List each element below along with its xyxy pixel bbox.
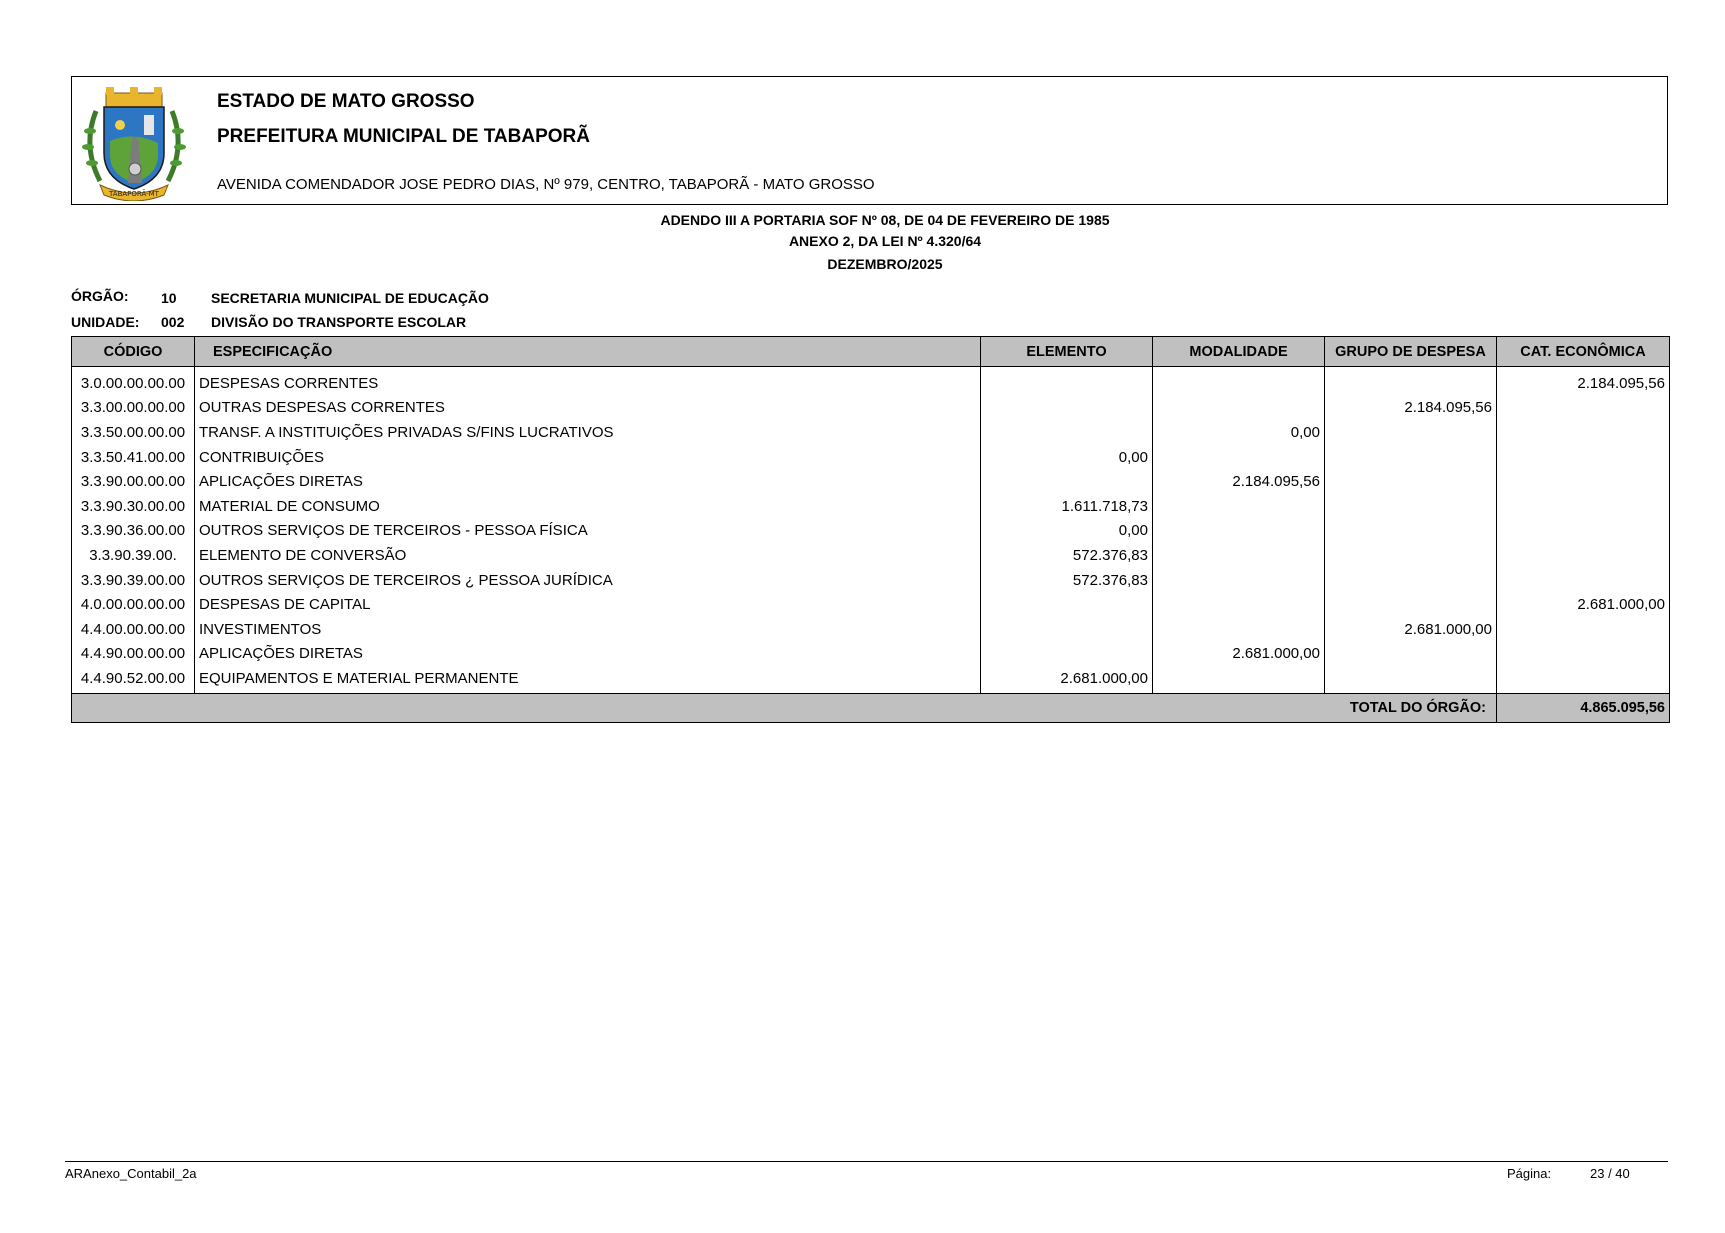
- row-modalidade: [1153, 519, 1325, 544]
- report-name: ARAnexo_Contabil_2a: [65, 1166, 197, 1181]
- total-label: TOTAL DO ÓRGÃO:: [72, 693, 1497, 722]
- row-grupo: 2.681.000,00: [1325, 617, 1497, 642]
- row-code: 3.3.90.39.00.: [72, 543, 195, 568]
- unidade-name: DIVISÃO DO TRANSPORTE ESCOLAR: [211, 314, 467, 330]
- table-row: [72, 568, 1670, 593]
- row-cat: [1497, 642, 1670, 667]
- row-modalidade: [1153, 367, 1325, 396]
- subtitle-line-2: ANEXO 2, DA LEI Nº 4.320/64: [788, 233, 982, 249]
- row-grupo: [1325, 469, 1497, 494]
- row-grupo: [1325, 642, 1497, 667]
- row-spec: CONTRIBUIÇÕES: [195, 445, 981, 470]
- row-cat: 2.681.000,00: [1497, 592, 1670, 617]
- row-elemento: [981, 420, 1153, 445]
- row-elemento: 1.611.718,73: [981, 494, 1153, 519]
- row-code: 3.3.90.39.00.00: [72, 568, 195, 593]
- row-code: 3.3.90.00.00.00: [72, 469, 195, 494]
- row-modalidade: 2.681.000,00: [1153, 642, 1325, 667]
- header-modalidade: MODALIDADE: [1153, 337, 1325, 367]
- row-spec: EQUIPAMENTOS E MATERIAL PERMANENTE: [195, 666, 981, 693]
- row-grupo: [1325, 420, 1497, 445]
- row-modalidade: [1153, 494, 1325, 519]
- row-spec: DESPESAS CORRENTES: [195, 367, 981, 396]
- table-row: [72, 396, 1670, 421]
- row-spec: APLICAÇÕES DIRETAS: [195, 642, 981, 667]
- table-row: [72, 469, 1670, 494]
- row-modalidade: 0,00: [1153, 420, 1325, 445]
- row-cat: [1497, 666, 1670, 693]
- row-grupo: [1325, 543, 1497, 568]
- page-label: Página:: [1507, 1166, 1552, 1181]
- row-elemento: [981, 592, 1153, 617]
- unidade-label: UNIDADE:: [71, 314, 140, 330]
- header-grupo-despesa: GRUPO DE DESPESA: [1325, 337, 1497, 367]
- table-row: [72, 519, 1670, 544]
- row-cat: [1497, 494, 1670, 519]
- row-grupo: [1325, 494, 1497, 519]
- row-code: 4.4.00.00.00.00: [72, 617, 195, 642]
- unidade-code: 002: [161, 314, 185, 330]
- row-spec: ELEMENTO DE CONVERSÃO: [195, 543, 981, 568]
- table-header-row: [72, 337, 1670, 367]
- row-modalidade: 2.184.095,56: [1153, 469, 1325, 494]
- row-cat: [1497, 445, 1670, 470]
- row-spec: APLICAÇÕES DIRETAS: [195, 469, 981, 494]
- svg-text:TABAPORÃ-MT: TABAPORÃ-MT: [109, 190, 159, 198]
- row-elemento: 572.376,83: [981, 543, 1153, 568]
- row-cat: [1497, 568, 1670, 593]
- row-modalidade: [1153, 617, 1325, 642]
- row-elemento: 0,00: [981, 445, 1153, 470]
- row-spec: OUTRAS DESPESAS CORRENTES: [195, 396, 981, 421]
- row-code: 3.3.50.00.00.00: [72, 420, 195, 445]
- row-modalidade: [1153, 666, 1325, 693]
- table-row: [72, 666, 1670, 693]
- orgao-name: SECRETARIA MUNICIPAL DE EDUCAÇÃO: [211, 290, 489, 306]
- row-spec: OUTROS SERVIÇOS DE TERCEIROS - PESSOA FÍSICA: [195, 519, 981, 544]
- row-spec: TRANSF. A INSTITUIÇÕES PRIVADAS S/FINS LUCRATIVOS: [195, 420, 981, 445]
- row-spec: INVESTIMENTOS: [195, 617, 981, 642]
- expense-table: [71, 336, 1670, 723]
- total-value: 4.865.095,56: [1497, 693, 1670, 722]
- row-elemento: 2.681.000,00: [981, 666, 1153, 693]
- state-title: ESTADO DE MATO GROSSO: [217, 91, 475, 112]
- row-grupo: [1325, 445, 1497, 470]
- row-elemento: 0,00: [981, 519, 1153, 544]
- footer-divider: [65, 1161, 1668, 1162]
- subtitle-line-1: ADENDO III A PORTARIA SOF Nº 08, DE 04 DE FEVEREIRO DE 1985: [660, 212, 1110, 228]
- header-cat-economica: CAT. ECONÔMICA: [1497, 337, 1670, 367]
- page-number: 23 / 40: [1590, 1166, 1630, 1181]
- table-row: [72, 543, 1670, 568]
- row-code: 4.4.90.52.00.00: [72, 666, 195, 693]
- table-row: [72, 642, 1670, 667]
- row-cat: [1497, 396, 1670, 421]
- total-row: [72, 693, 1670, 722]
- table-row: [72, 617, 1670, 642]
- row-cat: 2.184.095,56: [1497, 367, 1670, 396]
- row-grupo: [1325, 666, 1497, 693]
- orgao-code: 10: [161, 290, 177, 306]
- row-spec: DESPESAS DE CAPITAL: [195, 592, 981, 617]
- row-spec: OUTROS SERVIÇOS DE TERCEIROS ¿ PESSOA JURÍDICA: [195, 568, 981, 593]
- row-code: 4.4.90.00.00.00: [72, 642, 195, 667]
- row-code: 3.3.90.36.00.00: [72, 519, 195, 544]
- coat-of-arms-icon: [78, 81, 190, 201]
- row-code: 3.0.00.00.00.00: [72, 367, 195, 396]
- prefecture-title: PREFEITURA MUNICIPAL DE TABAPORÃ: [217, 126, 590, 147]
- table-row: [72, 367, 1670, 396]
- table-row: [72, 420, 1670, 445]
- row-code: 3.3.90.30.00.00: [72, 494, 195, 519]
- row-modalidade: [1153, 592, 1325, 617]
- row-grupo: [1325, 367, 1497, 396]
- row-cat: [1497, 617, 1670, 642]
- header-especificacao: ESPECIFICAÇÃO: [195, 337, 981, 367]
- row-grupo: [1325, 568, 1497, 593]
- row-grupo: 2.184.095,56: [1325, 396, 1497, 421]
- row-modalidade: [1153, 396, 1325, 421]
- header-codigo: CÓDIGO: [72, 337, 195, 367]
- row-code: 3.3.50.41.00.00: [72, 445, 195, 470]
- row-modalidade: [1153, 543, 1325, 568]
- row-cat: [1497, 519, 1670, 544]
- row-code: 4.0.00.00.00.00: [72, 592, 195, 617]
- row-grupo: [1325, 592, 1497, 617]
- table-row: [72, 494, 1670, 519]
- row-cat: [1497, 469, 1670, 494]
- row-code: 3.3.00.00.00.00: [72, 396, 195, 421]
- row-grupo: [1325, 519, 1497, 544]
- row-cat: [1497, 543, 1670, 568]
- report-header: [71, 76, 1668, 205]
- row-spec: MATERIAL DE CONSUMO: [195, 494, 981, 519]
- header-elemento: ELEMENTO: [981, 337, 1153, 367]
- row-elemento: [981, 396, 1153, 421]
- orgao-label: ÓRGÃO:: [71, 288, 129, 304]
- row-elemento: 572.376,83: [981, 568, 1153, 593]
- row-elemento: [981, 469, 1153, 494]
- table-row: [72, 592, 1670, 617]
- row-elemento: [981, 367, 1153, 396]
- row-modalidade: [1153, 445, 1325, 470]
- table-row: [72, 445, 1670, 470]
- address: AVENIDA COMENDADOR JOSE PEDRO DIAS, Nº 979, CENTRO, TABAPORÃ - MATO GROSSO: [217, 176, 875, 193]
- row-cat: [1497, 420, 1670, 445]
- row-modalidade: [1153, 568, 1325, 593]
- row-elemento: [981, 617, 1153, 642]
- subtitle-line-3: DEZEMBRO/2025: [827, 256, 943, 272]
- row-elemento: [981, 642, 1153, 667]
